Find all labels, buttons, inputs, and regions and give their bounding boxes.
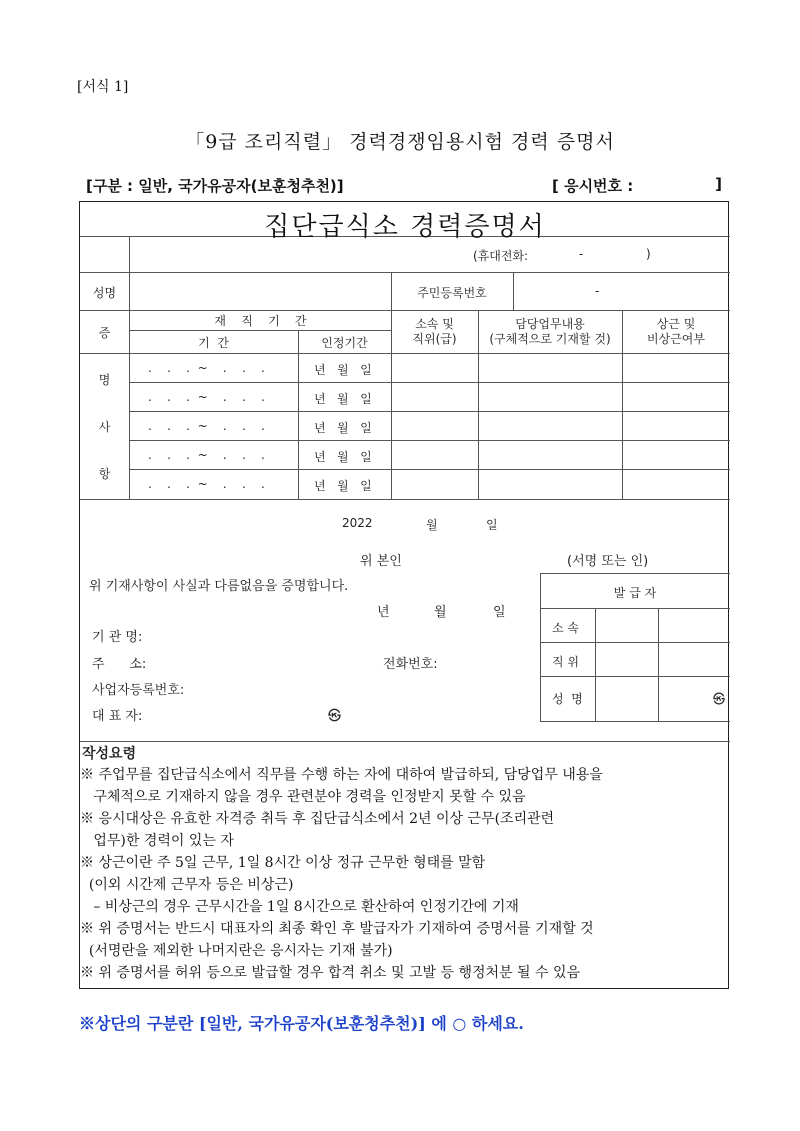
footer-note: ※상단의 구분란 [일반, 국가유공자(보훈청추천)] 에 ○ 하세요. xyxy=(79,1014,524,1033)
date2-year: 년 xyxy=(377,605,390,620)
duty-header-1: 담당업무내용 xyxy=(515,317,585,331)
note-line: ※ 위 증명서를 허위 등으로 발급할 경우 합격 취소 및 고발 등 행정처분 될 수 있음 xyxy=(80,965,580,981)
phone-dash: - xyxy=(579,247,584,261)
rrn-label: 주민등록번호 xyxy=(417,286,487,300)
period-header: 기 간 xyxy=(198,336,229,350)
date2-month: 월 xyxy=(434,605,447,620)
period-input[interactable]: . . . ~ . . . xyxy=(148,448,265,462)
date-year: 2022 xyxy=(342,516,373,530)
document-title: 「9급 조리직렬」 경력경쟁임용시험 경력 증명서 xyxy=(185,131,615,153)
note-line: ※ 응시대상은 유효한 자격증 취득 후 집단급식소에서 2년 이상 근무(조리관련 xyxy=(80,811,555,827)
note-line: (서명란을 제외한 나머지란은 응시자는 기재 불가) xyxy=(80,943,393,959)
note-line: 업무)한 경력이 있는 자 xyxy=(80,833,234,849)
attest-text: 위 기재사항이 사실과 다름없음을 증명합니다. xyxy=(89,579,349,594)
date-day: 일 xyxy=(486,518,498,532)
name-label: 성명 xyxy=(92,286,117,300)
notes-title: 작성요령 xyxy=(82,746,137,762)
issuer-seal: ㉿ xyxy=(713,692,726,706)
date2-day: 일 xyxy=(493,605,506,620)
recognized-input[interactable]: 년 월 일 xyxy=(314,479,372,493)
issuer-name-label: 성 명 xyxy=(552,692,583,706)
note-line: – 비상근의 경우 근무시간을 1일 8시간으로 환산하여 인정기간에 기재 xyxy=(80,899,519,915)
fulltime-header-2: 비상근여부 xyxy=(647,332,705,346)
exam-number-bracket: ] xyxy=(715,175,722,193)
note-line: ※ 위 증명서는 반드시 대표자의 최종 확인 후 발급자가 기재하여 증명서를 기재할 것 xyxy=(80,921,594,937)
side-label-3: 사 xyxy=(98,420,111,434)
certificate-title: 집단급식소 경력증명서 xyxy=(264,212,546,242)
period-input[interactable]: . . . ~ . . . xyxy=(148,419,265,433)
affil-header-1: 소속 및 xyxy=(415,317,454,331)
phone-input-1[interactable] xyxy=(520,240,572,268)
recognized-header: 인정기간 xyxy=(321,336,368,350)
period-input[interactable]: . . . ~ . . . xyxy=(148,477,265,491)
recognized-input[interactable]: 년 월 일 xyxy=(314,392,372,406)
note-line: ※ 주업무를 집단급식소에서 직무를 수행 하는 자에 대하여 발급하되, 담당업무 내용을 xyxy=(80,767,603,783)
rrn-input[interactable] xyxy=(514,273,729,309)
recognized-input[interactable]: 년 월 일 xyxy=(314,450,372,464)
exam-number-field[interactable] xyxy=(552,175,722,196)
rep-seal: ㉿ xyxy=(328,709,342,724)
rep-label: 대 표 자: xyxy=(92,709,143,724)
certificate-form xyxy=(79,201,729,989)
rrn-dash: - xyxy=(595,284,600,298)
self-label: 위 본인 xyxy=(360,554,402,569)
tenure-header: 재 직 기 간 xyxy=(214,314,307,328)
side-label-1: 증 xyxy=(98,326,111,340)
exam-number-label: [ 응시번호 : xyxy=(552,177,634,195)
recognized-input[interactable]: 년 월 일 xyxy=(314,363,372,377)
period-input[interactable]: . . . ~ . . . xyxy=(148,390,265,404)
fulltime-header-1: 상근 및 xyxy=(656,317,696,331)
recognized-input[interactable]: 년 월 일 xyxy=(314,421,372,435)
biz-no-label: 사업자등록번호: xyxy=(92,683,185,698)
note-line: ※ 상근이란 주 5일 근무, 1일 8시간 이상 정규 근무한 형태를 말함 xyxy=(80,855,486,871)
note-line: (이외 시간제 근무자 등은 비상근) xyxy=(80,877,294,893)
issuer-affil-label: 소 속 xyxy=(552,621,579,635)
org-label: 기 관 명: xyxy=(92,630,143,645)
tel-label: 전화번호: xyxy=(383,657,438,672)
date-month: 월 xyxy=(426,518,438,532)
category-field[interactable]: [구분 : 일반, 국가유공자(보훈청추천)] xyxy=(86,177,344,195)
form-label: [서식 1] xyxy=(77,79,129,95)
issuer-title: 발 급 자 xyxy=(613,586,657,600)
duty-header-2: (구체적으로 기재할 것) xyxy=(489,332,611,346)
side-label-2: 명 xyxy=(98,373,111,387)
name-input[interactable] xyxy=(130,273,390,309)
phone-input-2[interactable] xyxy=(593,240,643,268)
phone-close: ) xyxy=(646,247,651,261)
issuer-position-label: 직 위 xyxy=(552,655,579,669)
side-label-4: 항 xyxy=(98,467,111,481)
address-label: 주 소: xyxy=(92,657,147,672)
note-line: 구체적으로 기재하지 않을 경우 관련분야 경력을 인정받지 못할 수 있음 xyxy=(80,789,526,805)
affil-header-2: 직위(급) xyxy=(412,332,457,346)
sign-label[interactable]: (서명 또는 인) xyxy=(567,554,649,569)
period-input[interactable]: . . . ~ . . . xyxy=(148,361,265,375)
phone-label: (휴대전화: xyxy=(473,249,529,263)
